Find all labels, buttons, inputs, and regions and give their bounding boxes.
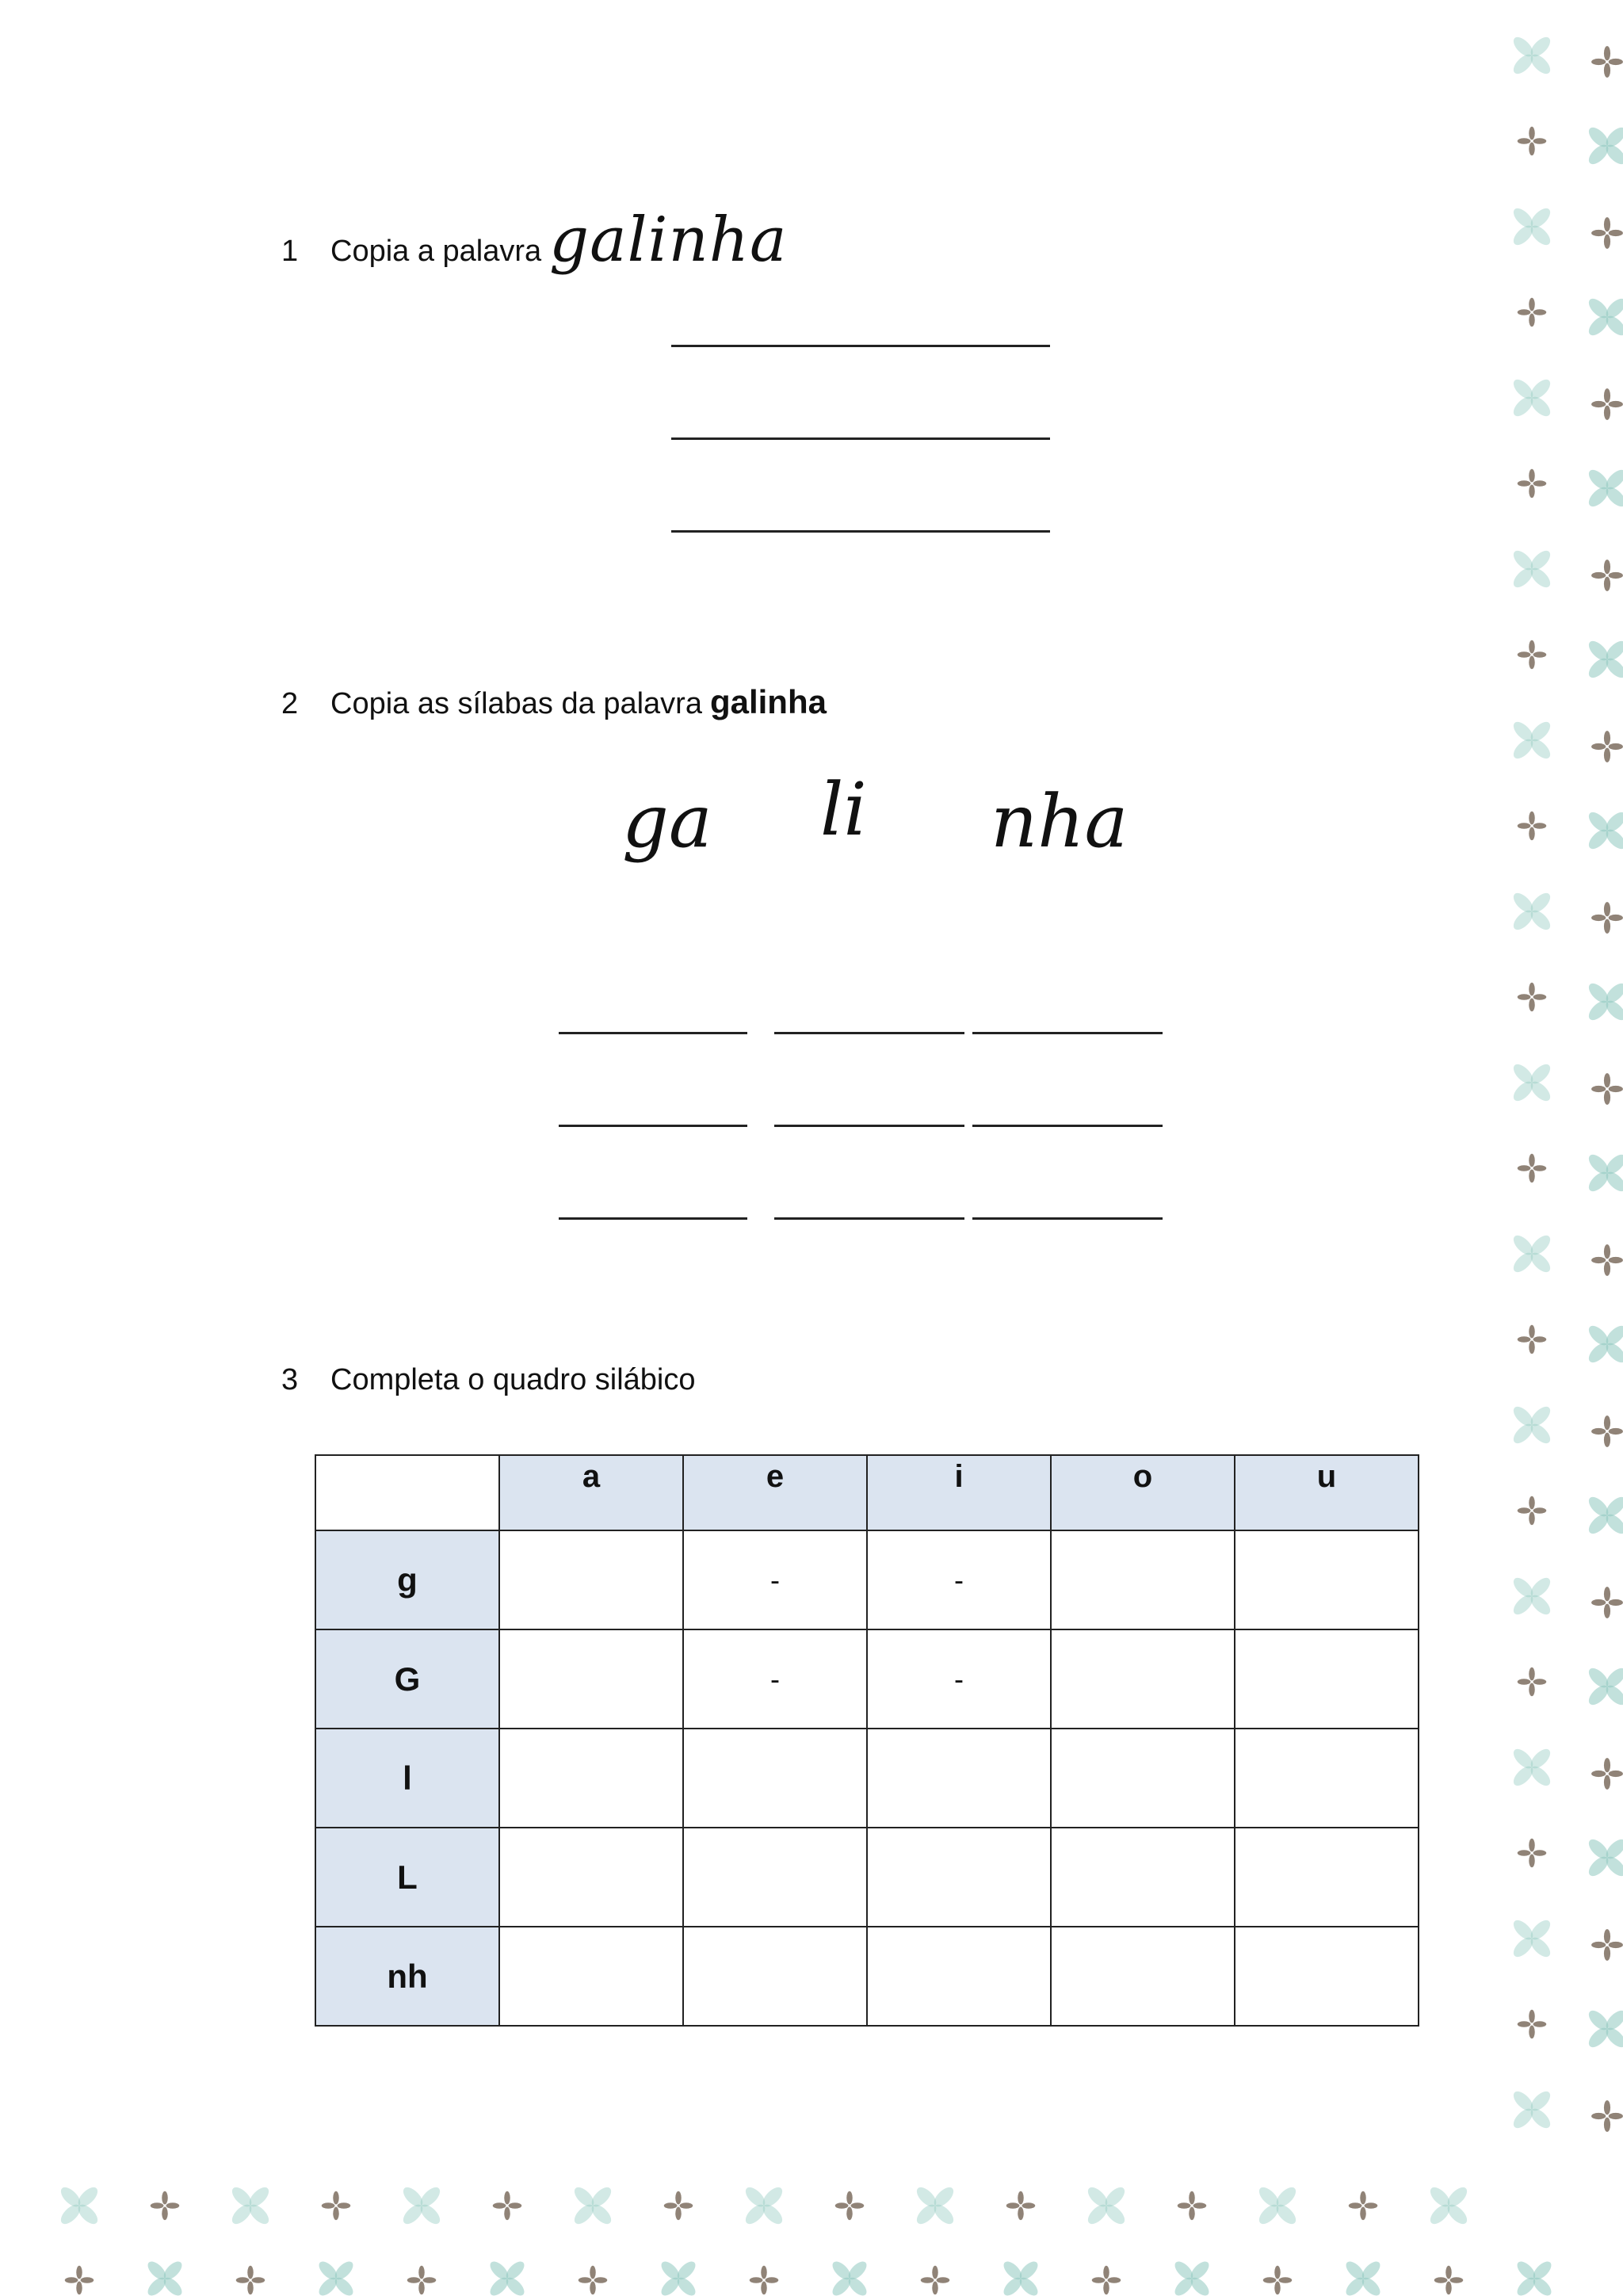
small-flower-ornament (236, 2266, 265, 2295)
syllable-table (315, 1454, 1419, 2027)
small-flower-ornament (1518, 1154, 1547, 1183)
exercise-2-instruction: Copia as sílabas da palavra (330, 687, 702, 720)
leaf-flower-ornament (1510, 890, 1554, 934)
row-header: L (315, 1828, 499, 1927)
leaf-flower-ornament (1586, 980, 1623, 1024)
leaf-flower-ornament (1510, 1746, 1554, 1790)
small-flower-ornament (1518, 298, 1547, 327)
table-cell[interactable] (1051, 1530, 1235, 1629)
table-row (315, 1927, 1419, 2026)
leaf-flower-ornament (1510, 1575, 1554, 1618)
row-header: g (315, 1530, 499, 1629)
small-flower-ornament (1591, 1587, 1623, 1618)
decorative-border-bottom (0, 2122, 1623, 2296)
leaf-flower-ornament (1586, 809, 1623, 853)
exercise-1-instruction: Copia a palavra (330, 235, 542, 268)
leaf-flower-ornament (1510, 205, 1554, 249)
table-cell[interactable] (683, 1729, 867, 1828)
small-flower-ornament (1518, 127, 1547, 156)
small-flower-ornament (1518, 640, 1547, 670)
leaf-flower-ornament (1343, 2259, 1384, 2296)
leaf-flower-ornament (1510, 1917, 1554, 1961)
table-cell[interactable] (1051, 1927, 1235, 2026)
table-cell[interactable] (1235, 1828, 1419, 1927)
small-flower-ornament (1006, 2191, 1036, 2221)
table-cell[interactable] (683, 1927, 867, 2026)
small-flower-ornament (750, 2266, 779, 2295)
table-corner-cell (315, 1455, 499, 1530)
leaf-flower-ornament (1586, 1665, 1623, 1709)
small-flower-ornament (1178, 2191, 1207, 2221)
table-row (315, 1530, 1419, 1629)
table-cell[interactable] (867, 1927, 1051, 2026)
small-flower-ornament (1591, 46, 1623, 78)
table-cell: - (867, 1530, 1051, 1629)
writing-line[interactable] (559, 1032, 747, 1034)
small-flower-ornament (1518, 1839, 1547, 1868)
decorative-border-right (1496, 0, 1623, 2296)
leaf-flower-ornament (1085, 2184, 1128, 2228)
leaf-flower-ornament (1427, 2184, 1471, 2228)
exercise-2-bold-word: galinha (709, 683, 827, 720)
leaf-flower-ornament (229, 2184, 273, 2228)
small-flower-ornament (1518, 1325, 1547, 1354)
small-flower-ornament (407, 2266, 437, 2295)
writing-line[interactable] (671, 345, 1050, 347)
small-flower-ornament (1591, 1758, 1623, 1790)
table-cell[interactable] (867, 1729, 1051, 1828)
exercise-3-heading (281, 1363, 696, 1397)
leaf-flower-ornament (487, 2259, 528, 2296)
column-header: a (499, 1455, 683, 1530)
column-header: i (867, 1455, 1051, 1530)
leaf-flower-ornament (1586, 1323, 1623, 1366)
leaf-flower-ornament (1586, 124, 1623, 168)
leaf-flower-ornament (571, 2184, 615, 2228)
small-flower-ornament (1591, 1415, 1623, 1447)
exercise-1-heading (281, 204, 787, 276)
leaf-flower-ornament (58, 2184, 101, 2228)
small-flower-ornament (1591, 731, 1623, 762)
writing-line[interactable] (774, 1217, 964, 1220)
small-flower-ornament (1092, 2266, 1121, 2295)
writing-line[interactable] (774, 1125, 964, 1127)
leaf-flower-ornament (743, 2184, 786, 2228)
leaf-flower-ornament (1510, 34, 1554, 78)
table-cell[interactable] (1235, 1530, 1419, 1629)
small-flower-ornament (493, 2191, 522, 2221)
syllable-ga: ga (622, 779, 712, 864)
small-flower-ornament (1591, 1929, 1623, 1961)
leaf-flower-ornament (400, 2184, 444, 2228)
leaf-flower-ornament (1586, 296, 1623, 339)
leaf-flower-ornament (1586, 2008, 1623, 2051)
leaf-flower-ornament (1256, 2184, 1300, 2228)
row-header: nh (315, 1927, 499, 2026)
leaf-flower-ornament (1510, 1061, 1554, 1105)
table-cell[interactable] (499, 1927, 683, 2026)
leaf-flower-ornament (830, 2259, 870, 2296)
leaf-flower-ornament (1001, 2259, 1041, 2296)
leaf-flower-ornament (1586, 1494, 1623, 1538)
small-flower-ornament (1263, 2266, 1293, 2295)
leaf-flower-ornament (1510, 1404, 1554, 1447)
table-cell[interactable] (499, 1828, 683, 1927)
table-cell[interactable] (1235, 1629, 1419, 1729)
leaf-flower-ornament (1510, 1232, 1554, 1276)
leaf-flower-ornament (1586, 467, 1623, 510)
leaf-flower-ornament (1172, 2259, 1212, 2296)
table-header-row (315, 1455, 1419, 1530)
table-cell[interactable] (499, 1629, 683, 1729)
table-cell[interactable] (867, 1828, 1051, 1927)
leaf-flower-ornament (1510, 719, 1554, 762)
small-flower-ornament (1518, 2010, 1547, 2039)
table-cell[interactable] (1235, 1927, 1419, 2026)
small-flower-ornament (1591, 1073, 1623, 1105)
leaf-flower-ornament (1586, 1836, 1623, 1880)
exercise-1-number: 1 (281, 235, 299, 268)
table-row (315, 1828, 1419, 1927)
writing-line[interactable] (972, 1217, 1163, 1220)
writing-line[interactable] (972, 1032, 1163, 1034)
table-cell[interactable] (1051, 1828, 1235, 1927)
small-flower-ornament (151, 2191, 180, 2221)
table-cell: - (867, 1629, 1051, 1729)
small-flower-ornament (1591, 388, 1623, 420)
writing-line[interactable] (671, 530, 1050, 533)
small-flower-ornament (322, 2191, 351, 2221)
writing-line[interactable] (671, 437, 1050, 440)
leaf-flower-ornament (145, 2259, 185, 2296)
small-flower-ornament (1518, 1668, 1547, 1697)
table-cell: - (683, 1530, 867, 1629)
exercise-2-number: 2 (281, 687, 299, 720)
table-row (315, 1629, 1419, 1729)
writing-line[interactable] (972, 1125, 1163, 1127)
table-cell[interactable] (1051, 1629, 1235, 1729)
leaf-flower-ornament (1586, 638, 1623, 682)
small-flower-ornament (65, 2266, 94, 2295)
row-header: G (315, 1629, 499, 1729)
small-flower-ornament (1591, 217, 1623, 249)
leaf-flower-ornament (1586, 1152, 1623, 1195)
writing-line[interactable] (559, 1217, 747, 1220)
small-flower-ornament (835, 2191, 865, 2221)
exercise-3-number: 3 (281, 1363, 299, 1396)
table-cell[interactable] (499, 1530, 683, 1629)
small-flower-ornament (1349, 2191, 1378, 2221)
small-flower-ornament (1591, 560, 1623, 591)
syllable-nha: nha (991, 779, 1128, 864)
small-flower-ornament (1518, 469, 1547, 499)
small-flower-ornament (921, 2266, 950, 2295)
column-header: e (683, 1455, 867, 1530)
small-flower-ornament (664, 2191, 693, 2221)
leaf-flower-ornament (914, 2184, 957, 2228)
small-flower-ornament (1591, 902, 1623, 934)
leaf-flower-ornament (659, 2259, 699, 2296)
leaf-flower-ornament (316, 2259, 357, 2296)
leaf-flower-ornament (1514, 2259, 1555, 2296)
small-flower-ornament (1518, 983, 1547, 1012)
leaf-flower-ornament (1510, 548, 1554, 591)
exercise-2-heading (281, 683, 827, 721)
table-cell[interactable] (1051, 1729, 1235, 1828)
small-flower-ornament (1518, 1496, 1547, 1526)
column-header: u (1235, 1455, 1419, 1530)
writing-line[interactable] (774, 1032, 964, 1034)
syllable-li: li (820, 767, 867, 852)
small-flower-ornament (579, 2266, 608, 2295)
exercise-1-cursive-word: galinha (549, 204, 788, 276)
small-flower-ornament (1434, 2266, 1464, 2295)
small-flower-ornament (1591, 1244, 1623, 1276)
table-cell[interactable] (683, 1828, 867, 1927)
column-header: o (1051, 1455, 1235, 1530)
writing-line[interactable] (559, 1125, 747, 1127)
table-cell[interactable] (499, 1729, 683, 1828)
row-header: l (315, 1729, 499, 1828)
table-cell: - (683, 1629, 867, 1729)
table-row (315, 1729, 1419, 1828)
table-cell[interactable] (1235, 1729, 1419, 1828)
small-flower-ornament (1518, 812, 1547, 841)
exercise-3-instruction: Completa o quadro silábico (330, 1363, 696, 1396)
leaf-flower-ornament (1510, 376, 1554, 420)
